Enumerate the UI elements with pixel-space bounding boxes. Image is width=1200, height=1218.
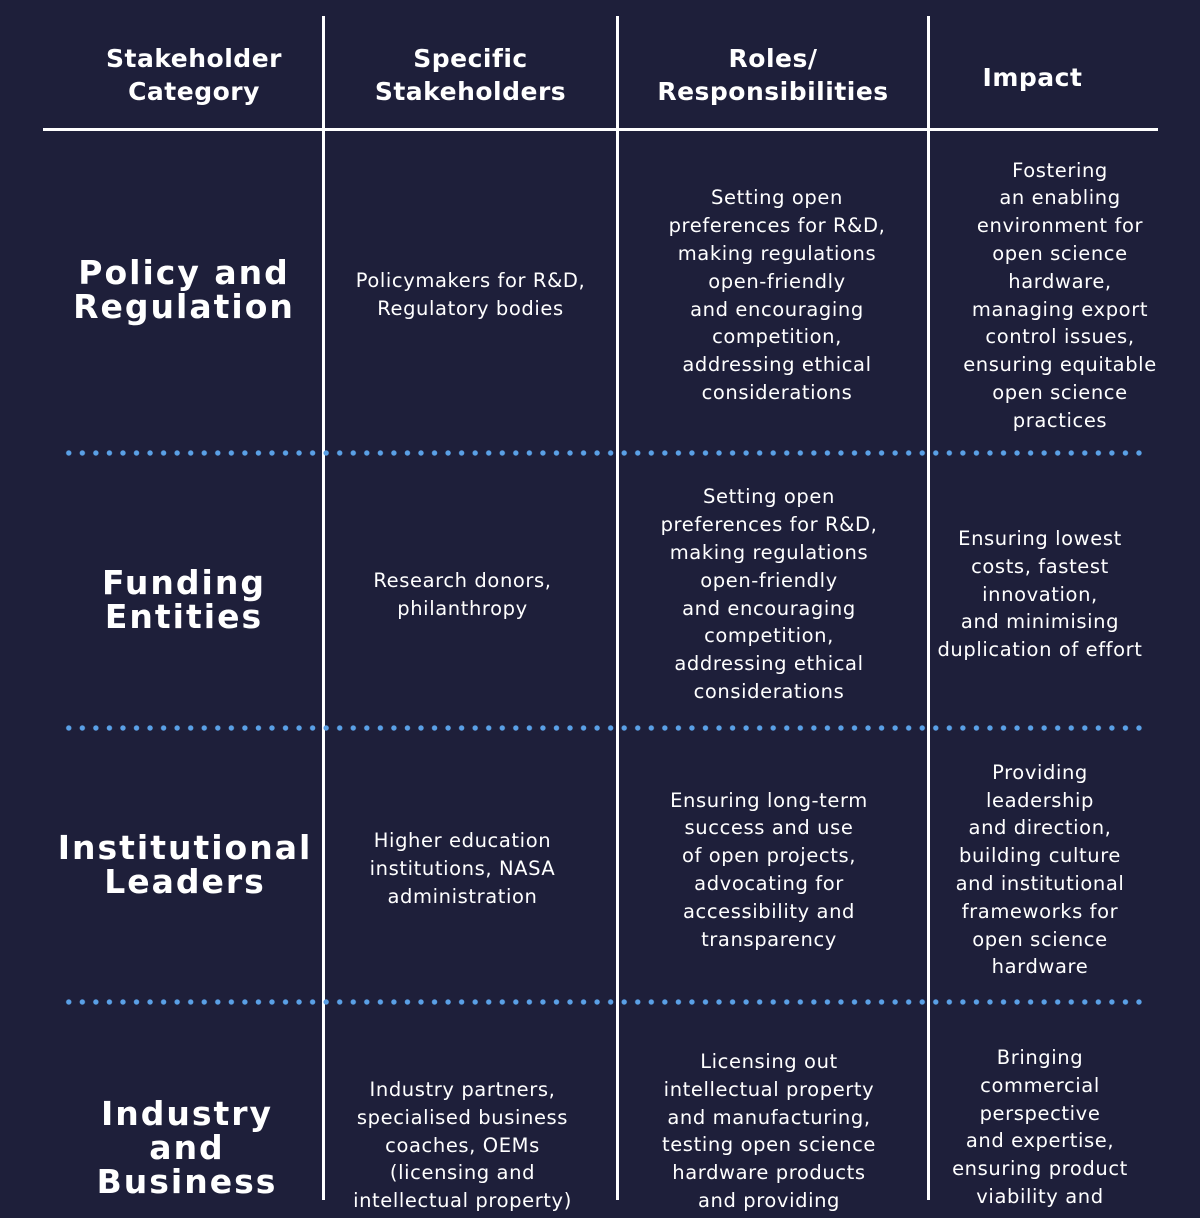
- row-4-category: Industry and Business: [96, 1094, 278, 1201]
- row-divider-3: [62, 999, 1142, 1005]
- row-1-category: Policy and Regulation: [73, 253, 295, 326]
- row-2-impact: Ensuring lowest costs, fastest innovation, and minimising duplication of effort: [937, 527, 1143, 662]
- row-3-roles: Ensuring long-term success and use of open projects, advocating for accessibility and transparency: [670, 788, 868, 951]
- row-3-category: Institutional Leaders: [57, 828, 313, 901]
- row-3-stakeholders: Higher education institutions, NASA administration: [369, 829, 556, 908]
- header-stakeholder-category: Stakeholder Category: [106, 44, 282, 106]
- header-divider: [43, 128, 1158, 131]
- row-divider-1: [62, 450, 1142, 456]
- header-roles-responsibilities: Roles/ Responsibilities: [657, 44, 889, 106]
- row-4-roles: Licensing out intellectual property and manufacturing, testing open science hardware products and providing: [661, 1050, 877, 1212]
- row-2-stakeholders: Research donors, philanthropy: [373, 569, 552, 620]
- row-2-roles: Setting open preferences for R&D, making regulations open-friendly and encouraging competition, addressing ethical considerations: [660, 485, 878, 703]
- header-specific-stakeholders: Specific Stakeholders: [374, 44, 567, 106]
- header-impact: Impact: [982, 62, 1083, 92]
- row-4-stakeholders: Industry partners, specialised business coaches, OEMs (licensing and intellectual property): [353, 1078, 572, 1213]
- row-1-stakeholders: Policymakers for R&D, Regulatory bodies: [355, 269, 586, 320]
- row-3-impact: Providing leadership and direction, building culture and institutional frameworks for open science hardware: [955, 760, 1125, 979]
- column-divider-2: [616, 16, 619, 1200]
- row-1-roles: Setting open preferences for R&D, making regulations open-friendly and encouraging competition, addressing ethical considerations: [668, 186, 886, 404]
- row-2-category: Funding Entities: [102, 563, 266, 636]
- row-divider-2: [62, 725, 1142, 731]
- row-4-impact: Bringing commercial perspective and expertise, ensuring product viability and: [952, 1046, 1128, 1208]
- row-1-impact: Fostering an enabling environment for open science hardware, managing export control issues, ensuring equitable open science practices: [963, 158, 1157, 432]
